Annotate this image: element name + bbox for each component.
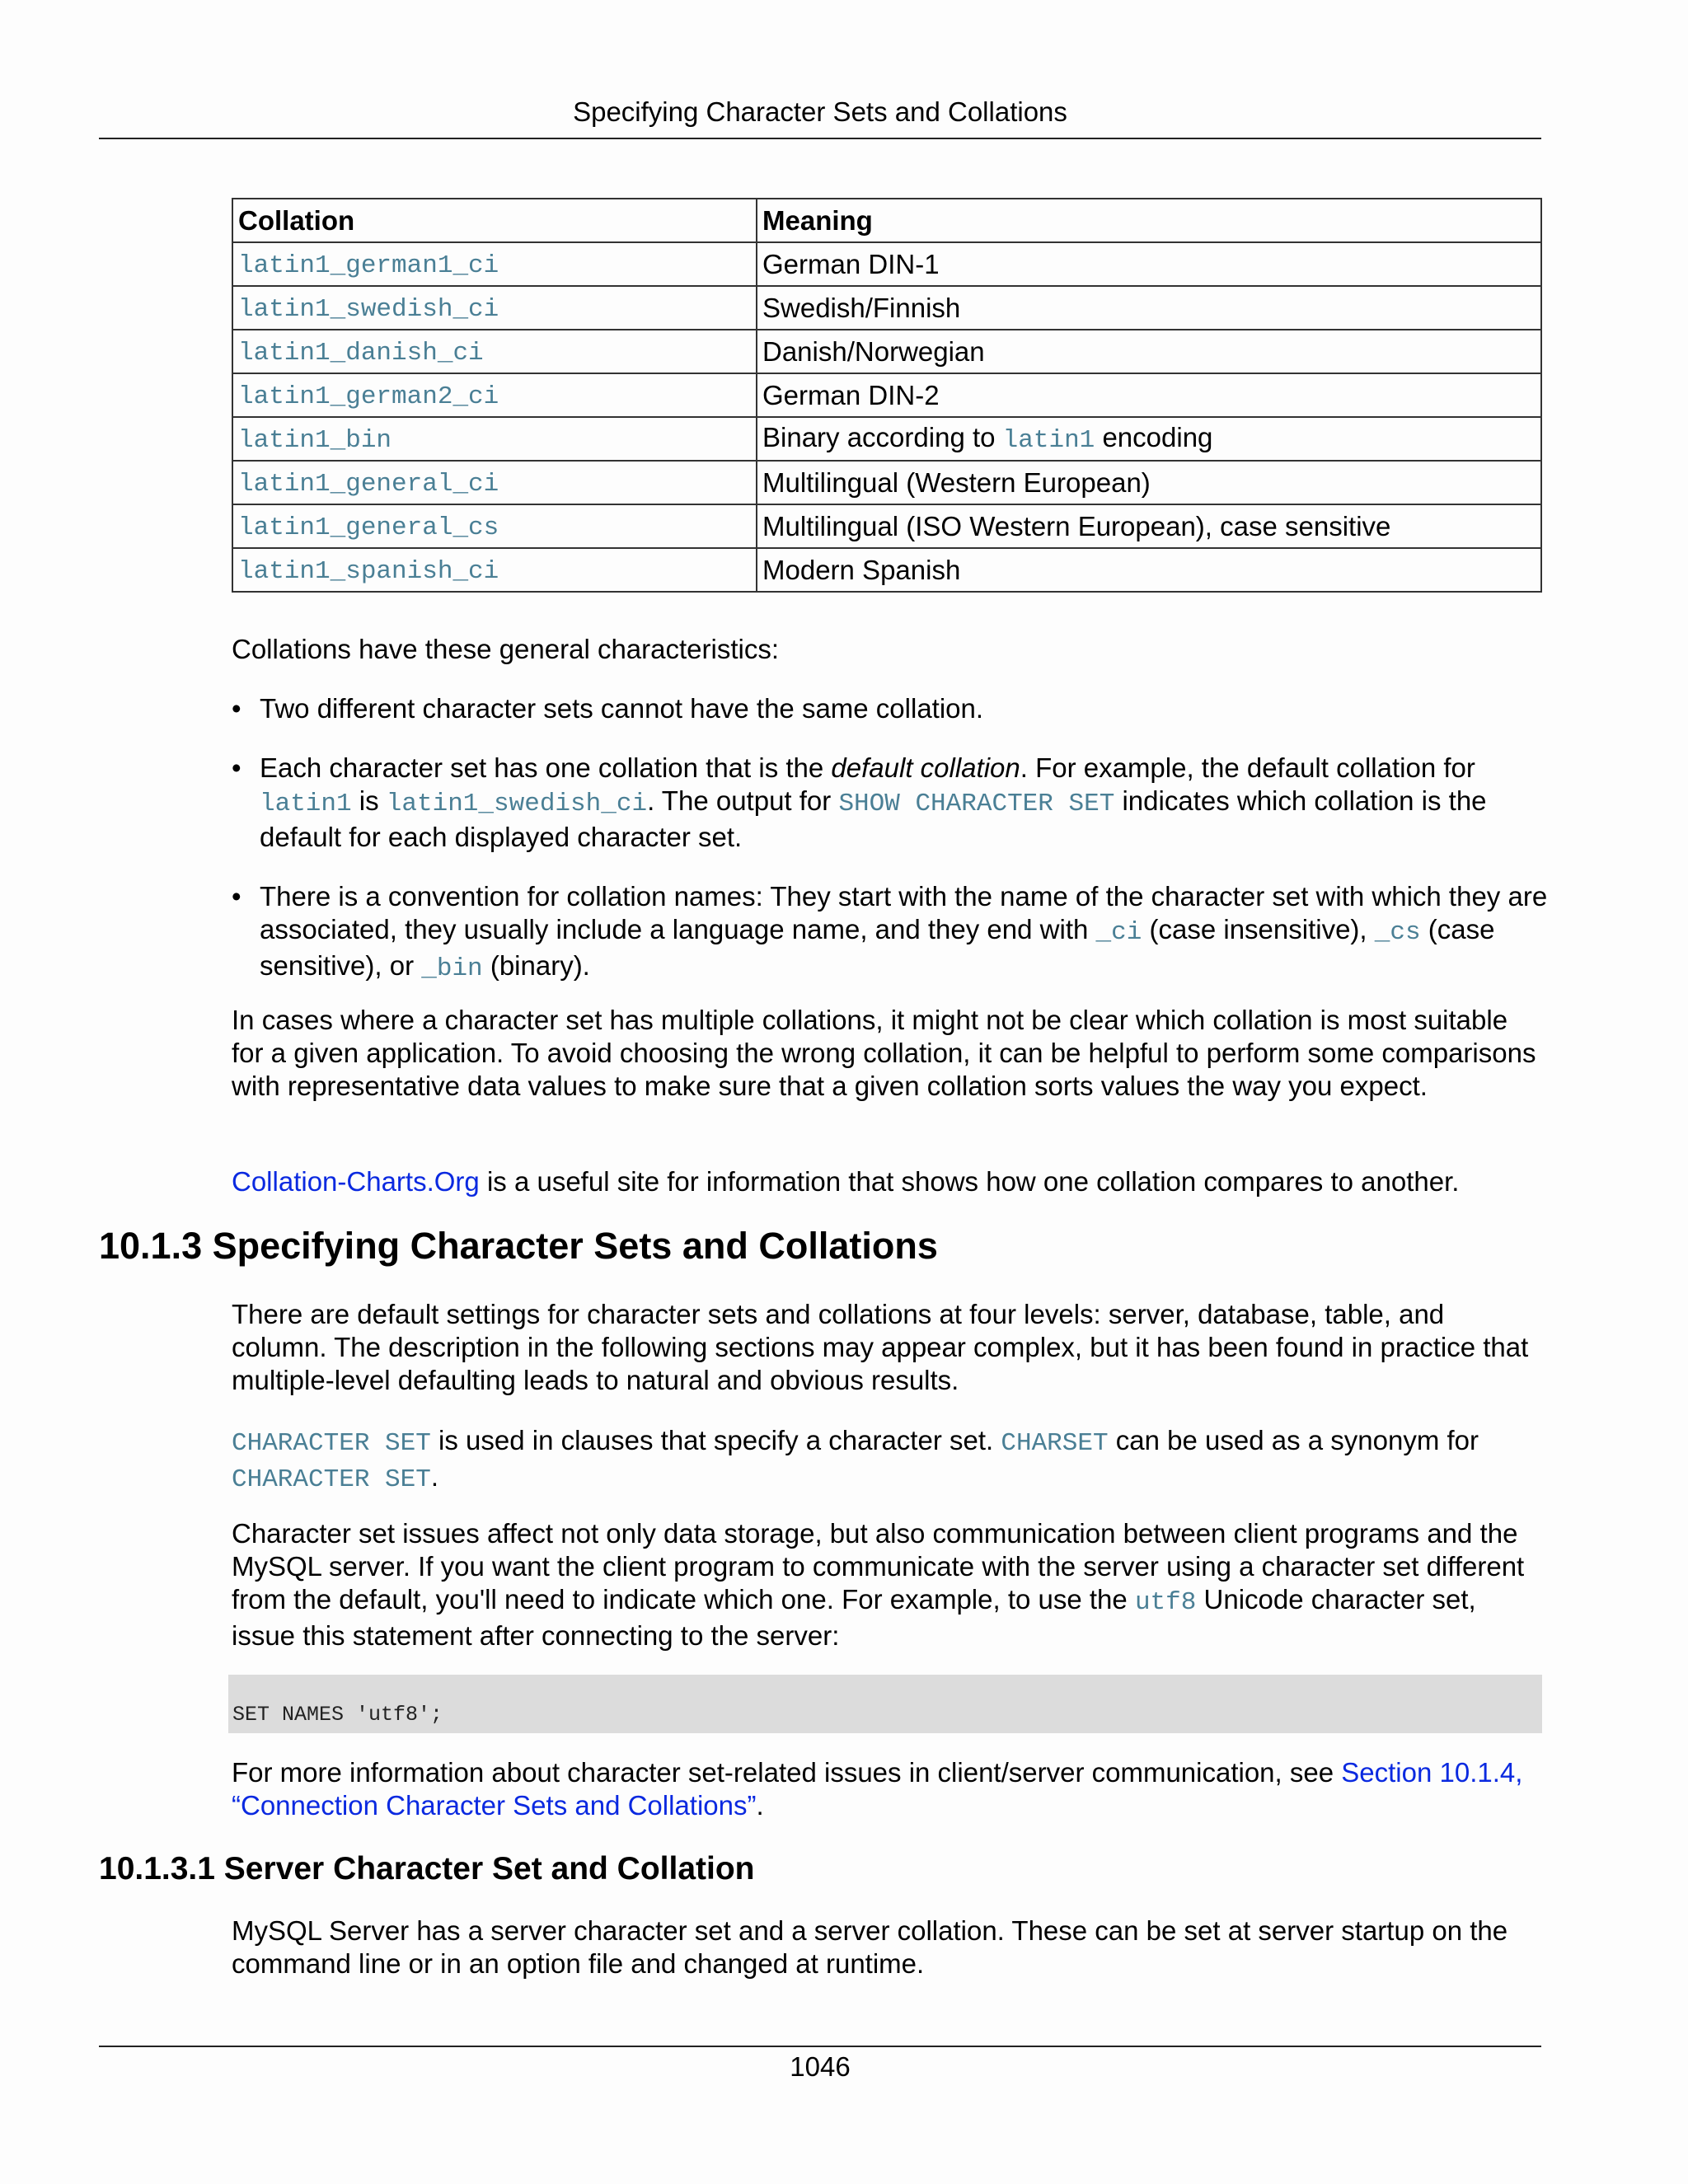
- footer-rule: [99, 2046, 1541, 2047]
- collation-table: [232, 198, 1542, 593]
- bullet-text: is: [351, 785, 387, 816]
- code-statement: SET NAMES 'utf8';: [232, 1703, 443, 1727]
- column-header-collation: Collation: [232, 199, 757, 242]
- bullet-text: Two different character sets cannot have the same collation.: [260, 693, 984, 724]
- collation-link[interactable]: latin1_danish_ci: [238, 338, 484, 368]
- meaning-cell: Modern Spanish: [757, 548, 1541, 592]
- collation-charts-link[interactable]: Collation-Charts.Org: [232, 1166, 480, 1197]
- paragraph-text: Unicode character set, issue this statement after connecting to the server:: [232, 1584, 1476, 1651]
- collation-link[interactable]: latin1_bin: [238, 425, 392, 455]
- defaults-paragraph: There are default settings for character sets and collations at four levels: server, database, table, and column. The description in the following sections may appear complex, but it has been found in practice that multiple-level defaulting leads to natural and obvious results.: [232, 1299, 1529, 1395]
- characteristics-list: [232, 692, 1550, 1012]
- paragraph-text: can be used as a synonym for: [1108, 1425, 1479, 1455]
- running-header: Specifying Character Sets and Collations: [573, 96, 1067, 127]
- bullet-text: indicates which collation is the default for each displayed character set.: [260, 785, 1487, 852]
- table-row: [232, 417, 1541, 461]
- character-set-paragraph: [232, 1424, 1544, 1497]
- page-number: 1046: [790, 2051, 851, 2082]
- collation-link[interactable]: latin1_german2_ci: [238, 382, 499, 411]
- bullet-text: There is a convention for collation names: They start with the name of the character set with which they are associated, they usually include a language name, and they end with: [260, 881, 1548, 944]
- subsection-heading: 10.1.3.1 Server Character Set and Collation: [99, 1851, 755, 1886]
- meaning-cell: Multilingual (ISO Western European), case sensitive: [757, 504, 1541, 548]
- more-info-paragraph: [232, 1756, 1544, 1822]
- suffix-code: _cs: [1374, 918, 1421, 947]
- paragraph-text: .: [756, 1790, 764, 1821]
- section-reference-link[interactable]: Section 10.1.4, “Connection Character Sets and Collations”: [232, 1757, 1523, 1821]
- table-row: [232, 330, 1541, 373]
- collation-link[interactable]: latin1_general_cs: [238, 513, 499, 542]
- table-row: [232, 373, 1541, 417]
- suffix-code: _bin: [421, 954, 483, 983]
- paragraph-text: is used in clauses that specify a character set.: [430, 1425, 1001, 1455]
- collation-link[interactable]: latin1_swedish_ci: [238, 294, 499, 324]
- bullet-text: (binary).: [482, 950, 590, 981]
- charset-code-link[interactable]: CHARSET: [1001, 1429, 1109, 1458]
- show-character-set-link[interactable]: SHOW CHARACTER SET: [838, 790, 1115, 818]
- table-row: [232, 504, 1541, 548]
- table-row: [232, 461, 1541, 504]
- emphasis-text: default collation: [831, 752, 1020, 783]
- meaning-cell: Swedish/Finnish: [757, 286, 1541, 330]
- communication-paragraph: [232, 1517, 1544, 1652]
- paragraph-text: .: [430, 1461, 439, 1492]
- bullet-text: Each character set has one collation that is the: [260, 752, 832, 783]
- list-item: [232, 692, 1550, 725]
- collation-charts-paragraph: [232, 1165, 1544, 1198]
- meaning-cell: Danish/Norwegian: [757, 330, 1541, 373]
- meaning-text: Binary according to: [762, 421, 1003, 452]
- column-header-meaning: Meaning: [757, 199, 1541, 242]
- latin1-code-link[interactable]: latin1: [260, 790, 352, 818]
- bullet-text: . For example, the default collation for: [1020, 752, 1475, 783]
- latin1-code-link[interactable]: latin1: [1002, 425, 1095, 455]
- bullet-text: . The output for: [647, 785, 839, 816]
- meaning-cell: [757, 417, 1541, 461]
- list-item: [232, 880, 1550, 986]
- collation-link[interactable]: latin1_general_ci: [238, 469, 499, 499]
- paragraph-text: For more information about character set-related issues in client/server communication, see: [232, 1757, 1342, 1788]
- server-paragraph: MySQL Server has a server character set and a server collation. These can be set at server startup on the command line or in an option file and changed at runtime.: [232, 1915, 1508, 1979]
- bullet-text: (case insensitive),: [1142, 914, 1375, 944]
- table-header-row: [232, 199, 1541, 242]
- table-row: [232, 242, 1541, 286]
- collation-link[interactable]: latin1_spanish_ci: [238, 556, 499, 586]
- suffix-code: _ci: [1095, 918, 1142, 947]
- code-block: [228, 1675, 1542, 1733]
- character-set-code-link[interactable]: CHARACTER SET: [232, 1465, 431, 1494]
- multiple-collations-paragraph: In cases where a character set has multiple collations, it might not be clear which collation is most suitable for a given application. To avoid choosing the wrong collation, it can be helpful to perform some comparisons with representative data values to make sure that a given collation sorts values the way you expect.: [232, 1005, 1536, 1101]
- section-heading: 10.1.3 Specifying Character Sets and Collations: [99, 1225, 938, 1267]
- paragraph-text: Character set issues affect not only data storage, but also communication between client programs and the MySQL server. If you want the client program to communicate with the server using a character set different from the default, you'll need to indicate which one. For example, to use the: [232, 1518, 1525, 1615]
- characteristics-intro: Collations have these general characteristics:: [232, 634, 780, 664]
- meaning-cell: German DIN-2: [757, 373, 1541, 417]
- collation-link[interactable]: latin1_german1_ci: [238, 251, 499, 280]
- meaning-text: encoding: [1095, 421, 1213, 452]
- character-set-code-link[interactable]: CHARACTER SET: [232, 1429, 431, 1458]
- paragraph-text: is a useful site for information that shows how one collation compares to another.: [479, 1166, 1460, 1197]
- meaning-cell: Multilingual (Western European): [757, 461, 1541, 504]
- header-rule: [99, 138, 1541, 139]
- collation-code-link[interactable]: latin1_swedish_ci: [386, 790, 648, 818]
- meaning-cell: German DIN-1: [757, 242, 1541, 286]
- table-row: [232, 548, 1541, 592]
- bullet-text: (case sensitive), or: [260, 914, 1495, 981]
- list-item: [232, 752, 1550, 854]
- utf8-code-link[interactable]: utf8: [1134, 1588, 1197, 1617]
- table-row: [232, 286, 1541, 330]
